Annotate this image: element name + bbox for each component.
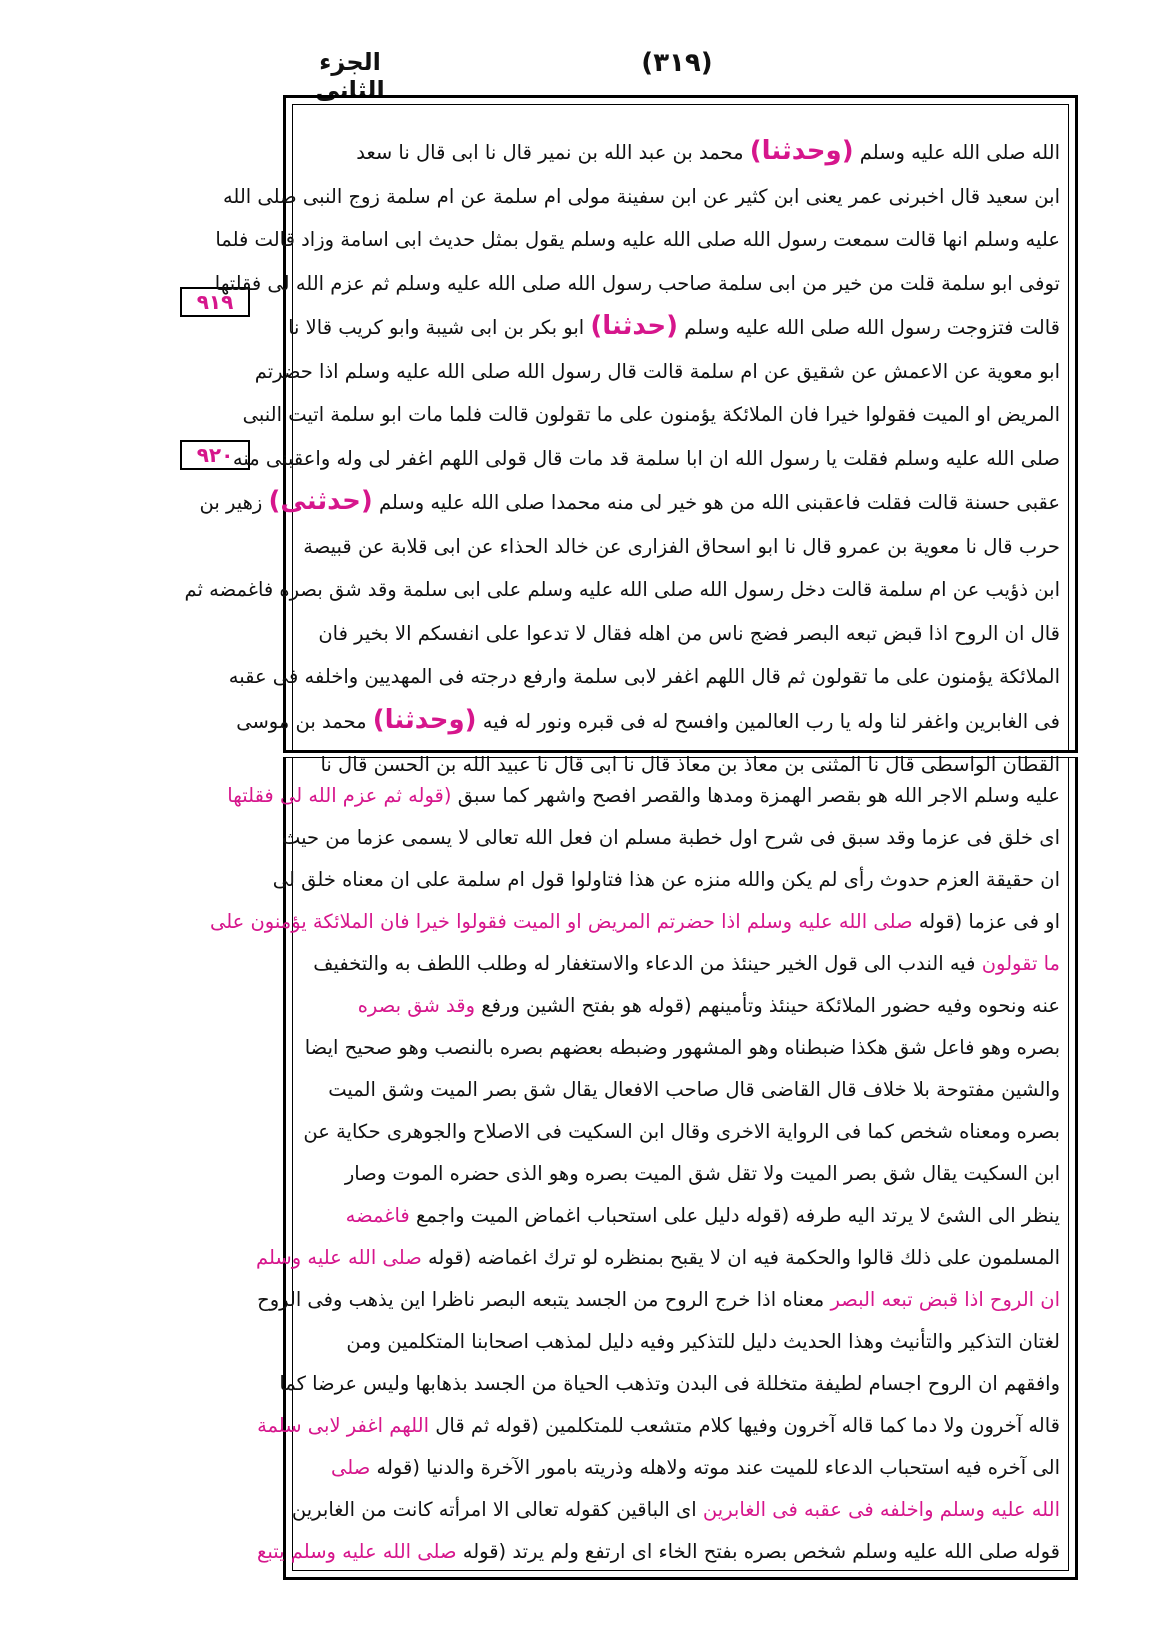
commentary-line bbox=[272, 859, 1060, 901]
commentary-line bbox=[256, 1237, 1060, 1279]
commentary-text: الى آخره فيه استحباب الدعاء للميت عند موته ولاهله وذريته بامور الآخرة والدنيا (قوله bbox=[376, 1456, 1060, 1479]
commentary-text: عليه وسلم الاجر الله هو بقصر الهمزة ومدها والقصر افصح واشهر كما سبق bbox=[457, 784, 1060, 807]
commentary-text: ابن السكيت يقال شق بصر الميت ولا تقل شق الميت بصره وهو الذى حضره الموت وصار bbox=[344, 1162, 1060, 1185]
commentary-text: قوله صلى الله عليه وسلم شخص بصره بفتح الخاء اى ارتفع ولم يرتد (قوله bbox=[462, 1540, 1060, 1563]
commentary-text: اى الباقين كقوله تعالى الا امرأته كانت من الغابرين bbox=[291, 1498, 697, 1521]
hadith-line: الملائكة يؤمنون على ما تقولون ثم قال اللهم اغفر لابى سلمة وارفع درجته فى المهديين واخلفه فى عقبه bbox=[228, 665, 1060, 688]
hadith-text: محمد بن عبد الله بن نمير قال نا ابى قال نا سعد bbox=[356, 141, 744, 164]
commentary-text: والشين مفتوحة بلا خلاف قال القاضى قال صاحب الافعال يقال شق بصر الميت وشق الميت bbox=[328, 1078, 1060, 1101]
commentary-text: ان حقيقة العزم حدوث رأى لم يكن والله منزه عن هذا فتاولوا قول ام سلمة على ان معناه خلق لى bbox=[272, 868, 1060, 891]
commentary-line bbox=[279, 1363, 1060, 1405]
commentary-text: عنه ونحوه وفيه حضور الملائكة حينئذ وتأمينهم (قوله هو بفتح الشين ورفع bbox=[481, 994, 1060, 1017]
commentary-line bbox=[291, 1489, 1060, 1531]
commentary-highlight: صلى الله عليه وسلم يتبع bbox=[257, 1540, 457, 1563]
commentary-line bbox=[227, 775, 1060, 817]
hadith-text: ابو بكر بن ابى شيبة وابو كريب قالا نا bbox=[288, 316, 585, 339]
commentary-line bbox=[300, 1447, 1060, 1489]
commentary-text: ينظر الى الشئ لا يرتد اليه طرفه (قوله دليل على استحباب اغماض الميت واجمع bbox=[415, 1204, 1060, 1227]
commentary-line bbox=[281, 817, 1060, 859]
hadith-text: محمد بن موسى bbox=[236, 709, 367, 733]
commentary-text: فيه الندب الى قول الخير حينئذ من الدعاء والاستغفار له وطلب اللطف به والتخفيف bbox=[313, 952, 976, 975]
commentary-line bbox=[257, 1405, 1060, 1447]
hadith-text: فى الغابرين واغفر لنا وله يا رب العالمين وافسح له فى قبره ونور له فيه bbox=[482, 709, 1060, 733]
commentary-highlight: اللهم اغفر لابى سلمة bbox=[257, 1414, 430, 1437]
hadith-line: ابن سعيد قال اخبرنى عمر يعنى ابن كثير عن ابن سفينة مولى ام سلمة عن ام سلمة زوج النبى صلى الله bbox=[222, 184, 1060, 208]
hadith-line: ابو معوية عن الاعمش عن شقيق عن ام سلمة قالت قال رسول الله صلى الله عليه وسلم اذا حضرتم bbox=[254, 359, 1060, 383]
commentary-highlight: ما تقولون bbox=[981, 952, 1060, 975]
header-part-title: الجزء الثانى bbox=[315, 48, 385, 104]
narrator-keyword: (وحدثنا) bbox=[372, 704, 477, 735]
commentary-text: المسلمون على ذلك قالوا والحكمة فيه ان لا يقبح بمنظره لو ترك اغماضه (قوله bbox=[427, 1246, 1060, 1269]
commentary-highlight: (قوله ثم عزم الله لى فقلتها bbox=[227, 784, 452, 807]
commentary-line bbox=[257, 1531, 1060, 1573]
hadith-line bbox=[300, 130, 1060, 175]
narrator-keyword: (حدثنا) bbox=[590, 311, 679, 341]
hadith-line: القطان الواسطى قال نا المثنى بن معاذ بن معاذ قال نا ابى قال نا عبيد الله بن الحسن قال نا bbox=[320, 753, 1060, 776]
commentary-line bbox=[300, 1321, 1060, 1363]
commentary-text: لغتان التذكير والتأنيث وهذا الحديث دليل للتذكير وفيه دليل لمذهب اصحابنا المتكلمين ومن bbox=[346, 1330, 1060, 1353]
commentary-highlight: فاغمضه bbox=[345, 1204, 410, 1227]
commentary-highlight: وقد شق بصره bbox=[357, 994, 476, 1017]
commentary-text: او فى عزما (قوله bbox=[918, 910, 1060, 933]
commentary-line bbox=[300, 1153, 1060, 1195]
commentary-line bbox=[257, 1279, 1060, 1321]
hadith-line bbox=[199, 480, 1060, 525]
commentary-line bbox=[300, 1027, 1060, 1069]
commentary-text: قاله آخرون ولا دما كما قاله آخرون وفيها كلام متشعب للمتكلمين (قوله ثم قال bbox=[435, 1414, 1060, 1437]
commentary-text: اى خلق فى عزما وقد سبق فى شرح اول خطبة مسلم ان فعل الله تعالى لا يسمى عزما من حيث bbox=[281, 826, 1060, 849]
commentary-line bbox=[209, 901, 1060, 943]
hadith-text: عقبى حسنة قالت فقلت فاعقبنى الله من هو خير لى منه محمدا صلى الله عليه وسلم bbox=[378, 491, 1060, 514]
commentary-line bbox=[300, 943, 1060, 985]
commentary-highlight: الله عليه وسلم واخلفه فى عقبه فى الغابرين bbox=[702, 1498, 1060, 1521]
hadith-line bbox=[288, 305, 1060, 350]
hadith-line: صلى الله عليه وسلم فقلت يا رسول الله ان ابا سلمة قد مات قال قولى اللهم اغفر لى وله واعقبنى منه bbox=[232, 446, 1060, 470]
hadith-line: المريض او الميت فقولوا خيرا فان الملائكة يؤمنون على ما تقولون قالت فلما مات ابو سلمة اتيت النبى bbox=[242, 403, 1060, 426]
commentary-text: وافقهم ان الروح اجسام لطيفة متخللة فى البدن وتذهب الحياة من الجسد بذهابها وليس عرضا كما bbox=[279, 1372, 1060, 1395]
commentary-line bbox=[300, 1195, 1060, 1237]
commentary-highlight: صلى الله عليه وسلم اذا حضرتم المريض او الميت فقولوا خيرا فان الملائكة يؤمنون على bbox=[209, 910, 913, 933]
hadith-line: حرب قال نا معوية بن عمرو قال نا ابو اسحاق الفزارى عن خالد الحذاء عن ابى قلابة عن قبيصة bbox=[303, 534, 1060, 558]
hadith-line: توفى ابو سلمة قلت من خير من ابى سلمة صاحب رسول الله صلى الله عليه وسلم ثم عزم الله لى فقلتها bbox=[214, 271, 1060, 295]
commentary-line bbox=[300, 1111, 1060, 1153]
commentary-highlight: صلى الله عليه وسلم bbox=[256, 1246, 422, 1269]
commentary-block bbox=[209, 775, 1060, 1570]
commentary-text: معناه اذا خرج الروح من الجسد يتبعه البصر ناظرا اين يذهب وفى الروح bbox=[257, 1288, 825, 1311]
commentary-highlight: صلى bbox=[331, 1456, 371, 1479]
hadith-number-920: ٩٢٠ bbox=[180, 440, 250, 470]
commentary-line bbox=[300, 985, 1060, 1027]
hadith-line: عليه وسلم انها قالت سمعت رسول الله صلى الله عليه وسلم يقول بمثل حديث ابى اسامة وزاد قالت فلما bbox=[215, 228, 1060, 251]
hadith-line: قال ان الروح اذا قبض تبعه البصر فضج ناس من اهله فقال لا تدعوا على انفسكم الا بخير فان bbox=[318, 621, 1060, 645]
narrator-keyword: (حدثنى) bbox=[268, 486, 373, 516]
hadith-line bbox=[236, 699, 1060, 744]
page-number: (٣١٩) bbox=[641, 48, 713, 78]
hadith-line: ابن ذؤيب عن ام سلمة قالت دخل رسول الله صلى الله عليه وسلم على ابى سلمة وقد شق بصره فاغمضه ثم bbox=[184, 578, 1060, 601]
commentary-text: بصره وهو فاعل شق هكذا ضبطناه وهو المشهور وضبطه بعضهم بصره بالنصب وهو صحيح ايضا bbox=[304, 1036, 1060, 1059]
hadith-text: قالت فتزوجت رسول الله صلى الله عليه وسلم bbox=[684, 316, 1060, 339]
commentary-highlight: ان الروح اذا قبض تبعه البصر bbox=[830, 1288, 1060, 1311]
hadith-text: الله صلى الله عليه وسلم bbox=[859, 141, 1060, 164]
commentary-text: بصره ومعناه شخص كما فى الرواية الاخرى وقال ابن السكيت فى الاصلاح والجوهرى حكاية عن bbox=[303, 1120, 1060, 1143]
hadith-text: زهير بن bbox=[199, 491, 263, 514]
narrator-keyword: (وحدثنا) bbox=[749, 136, 854, 166]
hadith-number-919: ٩١٩ bbox=[180, 287, 250, 317]
commentary-line bbox=[300, 1069, 1060, 1111]
